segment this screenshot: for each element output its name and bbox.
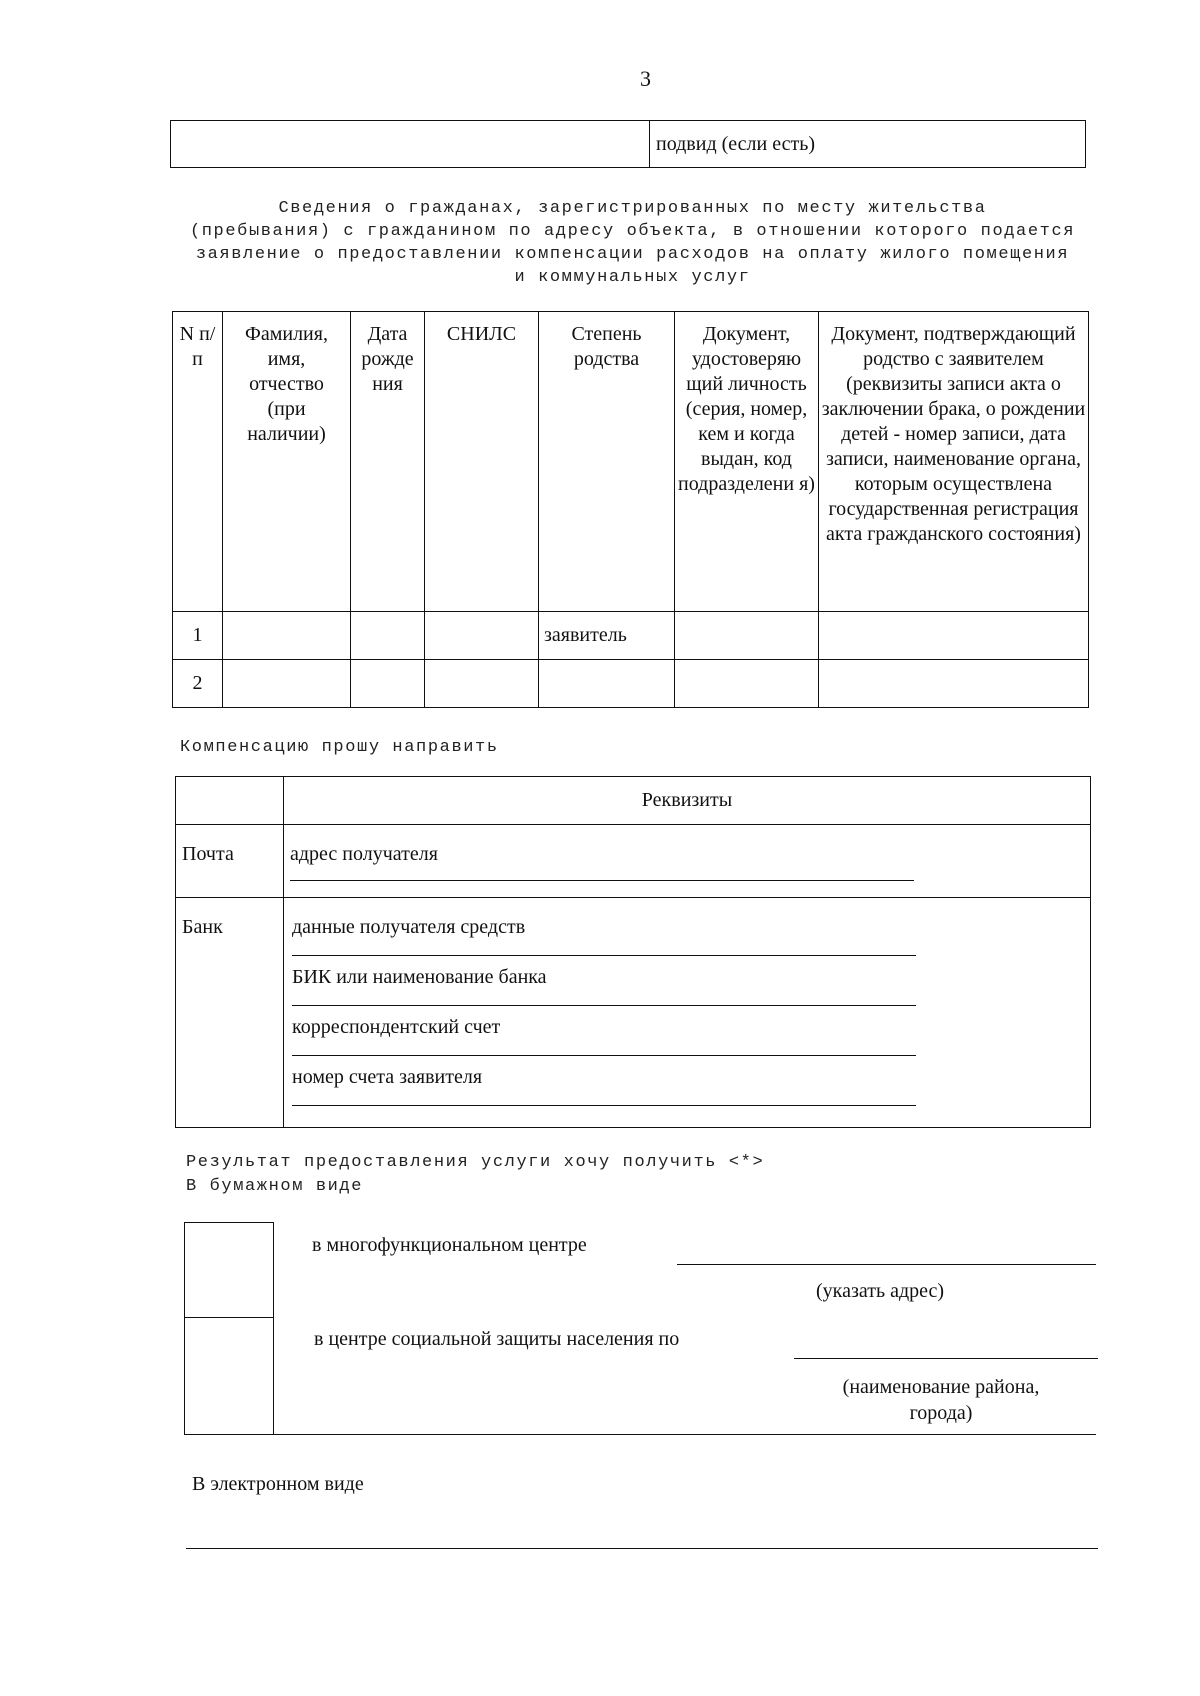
citizens-table: [172, 311, 1089, 708]
paper-options-bottom-line: [184, 1434, 1096, 1435]
section-heading: [175, 197, 1090, 289]
table-cell: [425, 660, 539, 708]
bank-label: Банк: [176, 898, 284, 1128]
table-cell: [223, 660, 351, 708]
electronic-label: В электронном виде: [192, 1473, 364, 1495]
mfc-option-label: в многофункциональном центре: [312, 1234, 587, 1256]
corr-account-field[interactable]: [292, 1055, 916, 1056]
section-heading-line: (пребывания) с гражданином по адресу объекта, в отношении которого подается: [189, 222, 1076, 241]
table-cell: [176, 777, 284, 825]
top-box-left-cell: [171, 121, 650, 168]
table-cell: [425, 612, 539, 660]
recipient-address-field[interactable]: [290, 880, 914, 881]
result-label: Результат предоставления услуги хочу получить <*>: [186, 1153, 765, 1172]
col-header-number: N п/п: [173, 312, 223, 612]
paper-label: В бумажном виде: [186, 1177, 364, 1196]
pochta-row: [176, 825, 1091, 898]
table-cell: [675, 612, 819, 660]
recipient-data-label: данные получателя средств: [292, 916, 526, 938]
applicant-account-label: номер счета заявителя: [292, 1066, 483, 1088]
recipient-data-field[interactable]: [292, 955, 916, 956]
row-relation: [539, 660, 675, 708]
table-cell: [351, 612, 425, 660]
social-option-label: в центре социальной защиты населения по: [314, 1328, 680, 1350]
mfc-checkbox[interactable]: [184, 1222, 274, 1318]
pochta-fields: [284, 825, 1091, 898]
table-cell: [223, 612, 351, 660]
row-relation: заявитель: [539, 612, 675, 660]
subtype-label: подвид (если есть): [656, 132, 815, 155]
compensation-label: Компенсацию прошу направить: [180, 738, 499, 757]
col-header-fullname: Фамилия, имя, отчество (при наличии): [223, 312, 351, 612]
social-region-hint: [784, 1374, 1098, 1426]
electronic-field[interactable]: [186, 1548, 1098, 1549]
payment-header-row: [176, 777, 1091, 825]
table-row: [173, 612, 1089, 660]
section-heading-line: и коммунальных услуг: [514, 268, 751, 287]
section-heading-line: заявление о предоставлении компенсации расходов на оплату жилого помещения: [195, 245, 1070, 264]
row-number: 2: [173, 660, 223, 708]
bank-bik-label: БИК или наименование банка: [292, 966, 547, 988]
col-header-birthdate: Дата рожде ния: [351, 312, 425, 612]
section-heading-line: Сведения о гражданах, зарегистрированных по месту жительства: [278, 199, 987, 218]
social-region-hint-line: (наименование района,: [842, 1376, 1040, 1398]
top-box-right-cell: [650, 121, 1086, 168]
applicant-account-field[interactable]: [292, 1105, 916, 1106]
pochta-label: Почта: [176, 825, 284, 898]
recipient-address-label: адрес получателя: [290, 843, 438, 865]
social-region-field[interactable]: [794, 1358, 1098, 1359]
col-header-relation: Степень родства: [539, 312, 675, 612]
col-header-kinship-document: Документ, подтверждающий родство с заявителем (реквизиты записи акта о заключении брака, о рождении детей - номер записи, дата записи, наименование органа, которым осуществлена государственная регистрация акта гражданского состояния): [819, 312, 1089, 612]
top-box: [170, 120, 1086, 168]
mfc-address-field[interactable]: [677, 1264, 1096, 1265]
paper-options-box: [184, 1222, 1096, 1436]
citizens-table-header-row: [173, 312, 1089, 612]
social-checkbox[interactable]: [184, 1316, 274, 1435]
bank-row: [176, 898, 1091, 1128]
requisites-header: Реквизиты: [284, 777, 1091, 825]
table-cell: [351, 660, 425, 708]
corr-account-label: корреспондентский счет: [292, 1016, 501, 1038]
page-number: 3: [640, 66, 651, 91]
table-cell: [819, 660, 1089, 708]
table-cell: [675, 660, 819, 708]
col-header-snils: СНИЛС: [425, 312, 539, 612]
row-number: 1: [173, 612, 223, 660]
bank-fields: [284, 898, 1091, 1128]
bank-bik-field[interactable]: [292, 1005, 916, 1006]
table-row: [173, 660, 1089, 708]
social-region-hint-line: города): [909, 1402, 973, 1424]
col-header-id-document: Документ, удостоверяю щий личность (серия, номер, кем и когда выдан, код подразделени я): [675, 312, 819, 612]
mfc-address-hint: (указать адрес): [816, 1280, 945, 1302]
payment-table: [175, 776, 1091, 1128]
table-cell: [819, 612, 1089, 660]
